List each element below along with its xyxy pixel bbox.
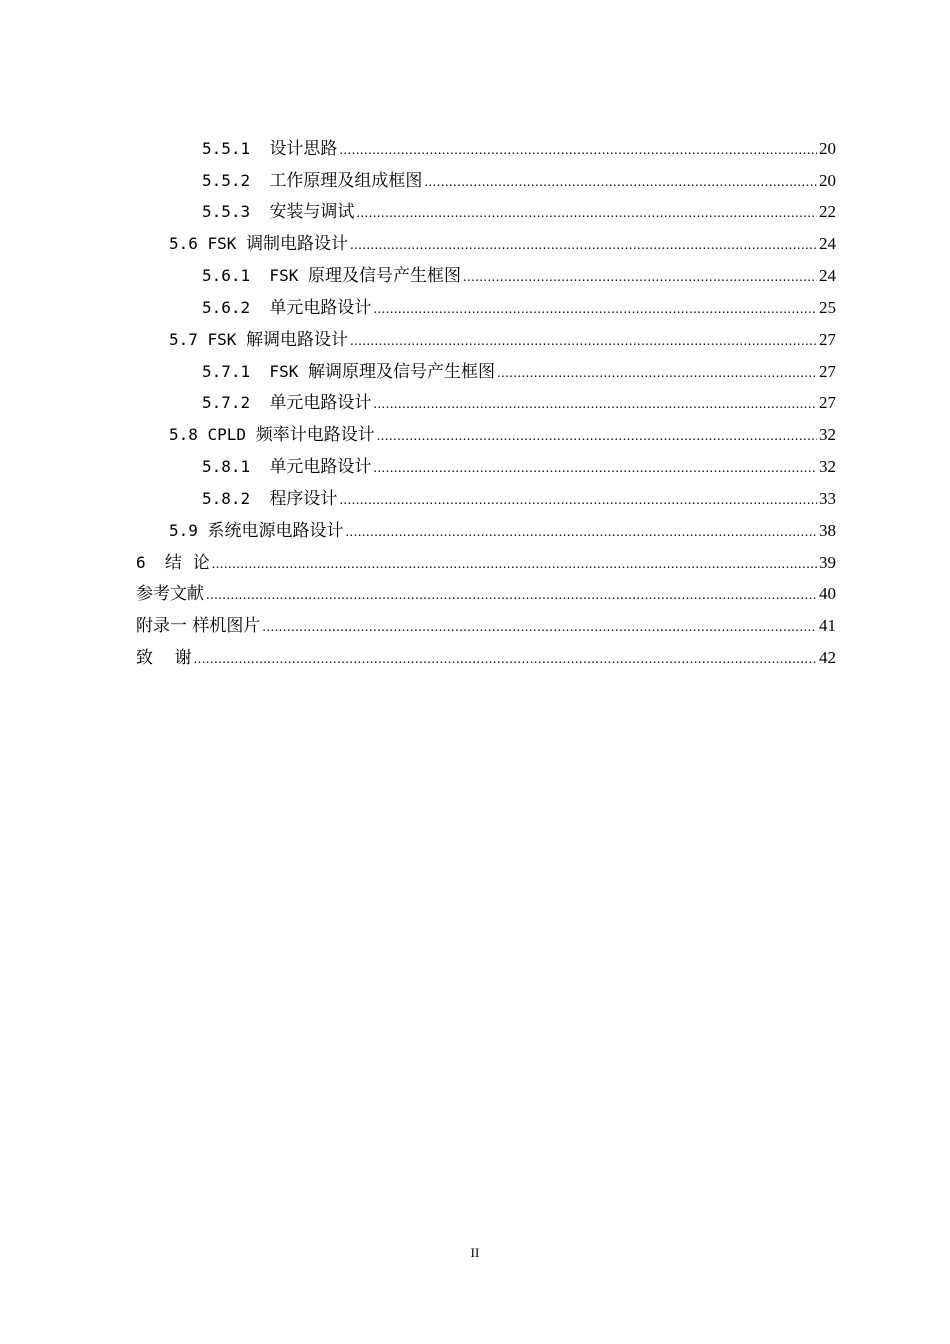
- toc-entry-page: 32: [819, 425, 836, 444]
- toc-entry-number: 5.8.2: [202, 489, 270, 508]
- toc-entry-page: 40: [819, 584, 836, 603]
- toc-entry-page: 39: [819, 553, 836, 572]
- toc-entry-5-5-3[interactable]: [202, 197, 836, 227]
- toc-entry-title: 原理及信号产生框图: [307, 266, 461, 286]
- toc-entry-title: 设计思路: [269, 139, 338, 159]
- toc-entry-title: 安装与调试: [269, 202, 355, 222]
- toc-entry-page: 24: [819, 234, 836, 253]
- toc-entry-page: 27: [819, 362, 836, 381]
- toc-leader-dots: [339, 486, 817, 516]
- toc-entry-title: 程序设计: [269, 489, 338, 509]
- toc-entry-page: 25: [819, 298, 836, 317]
- toc-leader-dots: [424, 168, 817, 198]
- toc-entry-title: 单元电路设计: [269, 393, 372, 413]
- toc-entry-number: 5.7.2: [202, 393, 270, 412]
- toc-leader-dots: [350, 327, 817, 357]
- toc-leader-dots: [262, 613, 817, 643]
- toc-entry-title: 附录一 样机图片: [136, 616, 261, 636]
- toc-entry-page: 32: [819, 457, 836, 476]
- toc-entry-page: 24: [819, 266, 836, 285]
- toc-entry-number: 5.5.3: [202, 202, 270, 221]
- toc-leader-dots: [346, 518, 817, 548]
- toc-entry-title: 系统电源电路设计: [207, 521, 344, 541]
- toc-entry-title: 单元电路设计: [269, 298, 372, 318]
- toc-leader-dots: [497, 359, 817, 389]
- toc-entry-page: 33: [819, 489, 836, 508]
- toc-entry-5-8-2[interactable]: [202, 484, 836, 514]
- toc-entry-title: 调制电路设计: [246, 234, 349, 254]
- toc-entry-5-8[interactable]: [169, 420, 836, 450]
- toc-entry-number: 5.5.1: [202, 139, 270, 158]
- toc-leader-dots: [212, 550, 817, 580]
- toc-entry-acknowledgements[interactable]: [136, 643, 836, 673]
- toc-leader-dots: [377, 422, 817, 452]
- toc-entry-5-6-1[interactable]: [202, 261, 836, 291]
- toc-leader-dots: [350, 231, 817, 261]
- toc-entry-page: 42: [819, 648, 836, 667]
- page-number-footer: II: [470, 1245, 480, 1260]
- toc-entry-number: 5.8 CPLD: [169, 425, 256, 444]
- toc-entry-title: 参考文献: [136, 584, 204, 604]
- toc-entry-number: 5.6.1 FSK: [202, 266, 308, 285]
- toc-entry-5-6-2[interactable]: [202, 293, 836, 323]
- toc-entry-number: 5.6.2: [202, 298, 270, 317]
- toc-entry-title: 频率计电路设计: [255, 425, 375, 445]
- toc-leader-dots: [463, 263, 817, 293]
- toc-entry-5-5-2[interactable]: [202, 166, 836, 196]
- toc-entry-page: 22: [819, 202, 836, 221]
- toc-entry-page: 41: [819, 616, 836, 635]
- toc-entry-number: 5.8.1: [202, 457, 270, 476]
- toc-entry-number: 5.7 FSK: [169, 330, 247, 349]
- toc-leader-dots: [194, 645, 817, 675]
- toc-leader-dots: [373, 454, 817, 484]
- toc-leader-dots: [206, 581, 817, 611]
- toc-entry-title: 单元电路设计: [269, 457, 372, 477]
- toc-entry-number: 5.5.2: [202, 171, 270, 190]
- toc-entry-references[interactable]: [136, 579, 836, 609]
- toc-entry-title: 致 谢: [136, 648, 192, 668]
- toc-entry-page: 38: [819, 521, 836, 540]
- toc-entry-page: 20: [819, 139, 836, 158]
- toc-leader-dots: [339, 136, 817, 166]
- toc-entry-title: 工作原理及组成框图: [269, 171, 423, 191]
- toc-entry-number: 5.9: [169, 521, 208, 540]
- toc-entry-number: 6: [136, 553, 165, 572]
- toc-entry-5-7[interactable]: [169, 325, 836, 355]
- toc-entry-5-9[interactable]: [169, 516, 836, 546]
- toc-entry-5-7-2[interactable]: [202, 388, 836, 418]
- toc-entry-title: 解调原理及信号产生框图: [307, 362, 495, 382]
- toc-leader-dots: [373, 295, 817, 325]
- toc-entry-5-6[interactable]: [169, 229, 836, 259]
- toc-entry-5-7-1[interactable]: [202, 357, 836, 387]
- toc-entry-title: 解调电路设计: [246, 330, 349, 350]
- toc-entry-page: 27: [819, 330, 836, 349]
- toc-entry-appendix-1[interactable]: [136, 611, 836, 641]
- toc-entry-number: 5.6 FSK: [169, 234, 247, 253]
- toc-leader-dots: [356, 199, 817, 229]
- toc-leader-dots: [373, 390, 817, 420]
- toc-entry-page: 20: [819, 171, 836, 190]
- toc-entry-5-5-1[interactable]: [202, 134, 836, 164]
- toc-entry-page: 27: [819, 393, 836, 412]
- toc-entry-5-8-1[interactable]: [202, 452, 836, 482]
- toc-entry-title: 结 论: [164, 553, 210, 573]
- toc-entry-6-conclusion[interactable]: [136, 548, 836, 578]
- toc-entry-number: 5.7.1 FSK: [202, 362, 308, 381]
